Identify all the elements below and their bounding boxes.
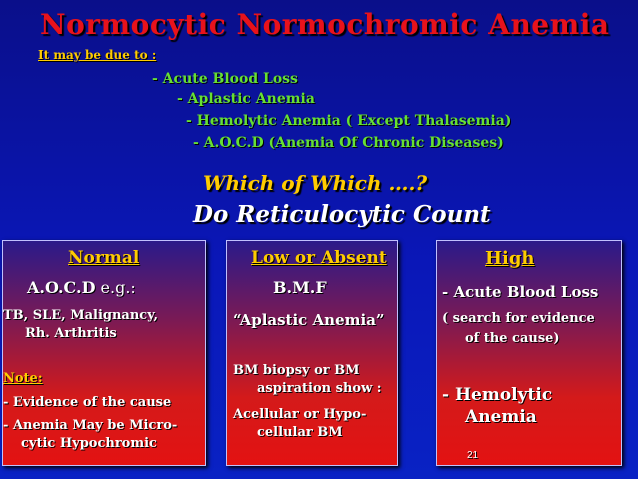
low-cause: B.M.F [273,278,327,297]
low-absent-heading: Low or Absent [251,248,387,268]
high-cause: - Hemolytic [442,385,553,405]
low-biopsy-line2: aspiration show : [257,381,382,396]
normal-cause [27,278,136,297]
normal-cause-suffix: e.g.: [95,278,136,297]
note-label: Note: [3,371,43,386]
low-result-line2: cellular BM [257,425,343,440]
normal-box [2,240,206,466]
low-biopsy-line1: BM biopsy or BM [233,363,360,378]
intro-subtitle: It may be due to : [38,48,157,62]
high-cause-cont: Anemia [465,407,537,427]
slide-title: Normocytic Normochromic Anemia [40,8,610,41]
high-heading: High [485,248,535,269]
note-item: - Evidence of the cause [3,395,172,410]
normal-cause-main: A.O.C.D [27,278,96,297]
cause-item: - Hemolytic Anemia ( Except Thalasemia) [186,113,512,129]
cause-item: - Aplastic Anemia [177,91,315,107]
cause-item: - A.O.C.D (Anemia Of Chronic Diseases) [193,135,504,151]
high-cause: - Acute Blood Loss [442,283,599,301]
page-number: 21 [467,450,479,461]
low-example: “Aplastic Anemia” [233,311,385,329]
high-search-line1: ( search for evidence [442,311,595,326]
high-search-line2: of the cause) [465,331,560,346]
note-item-cont: cytic Hypochromic [21,436,157,451]
normal-examples-line2: Rh. Arthritis [25,326,117,341]
action-text: Do Reticulocytic Count [193,201,491,228]
question-text: Which of Which ….? [203,171,428,195]
normal-heading: Normal [68,248,140,268]
low-result-line1: Acellular or Hypo- [233,407,367,422]
note-item: - Anemia May be Micro- [3,418,178,433]
low-absent-box [226,240,398,466]
high-box [436,240,622,466]
cause-item: - Acute Blood Loss [152,71,298,87]
normal-examples-line1: TB, SLE, Malignancy, [3,308,159,323]
